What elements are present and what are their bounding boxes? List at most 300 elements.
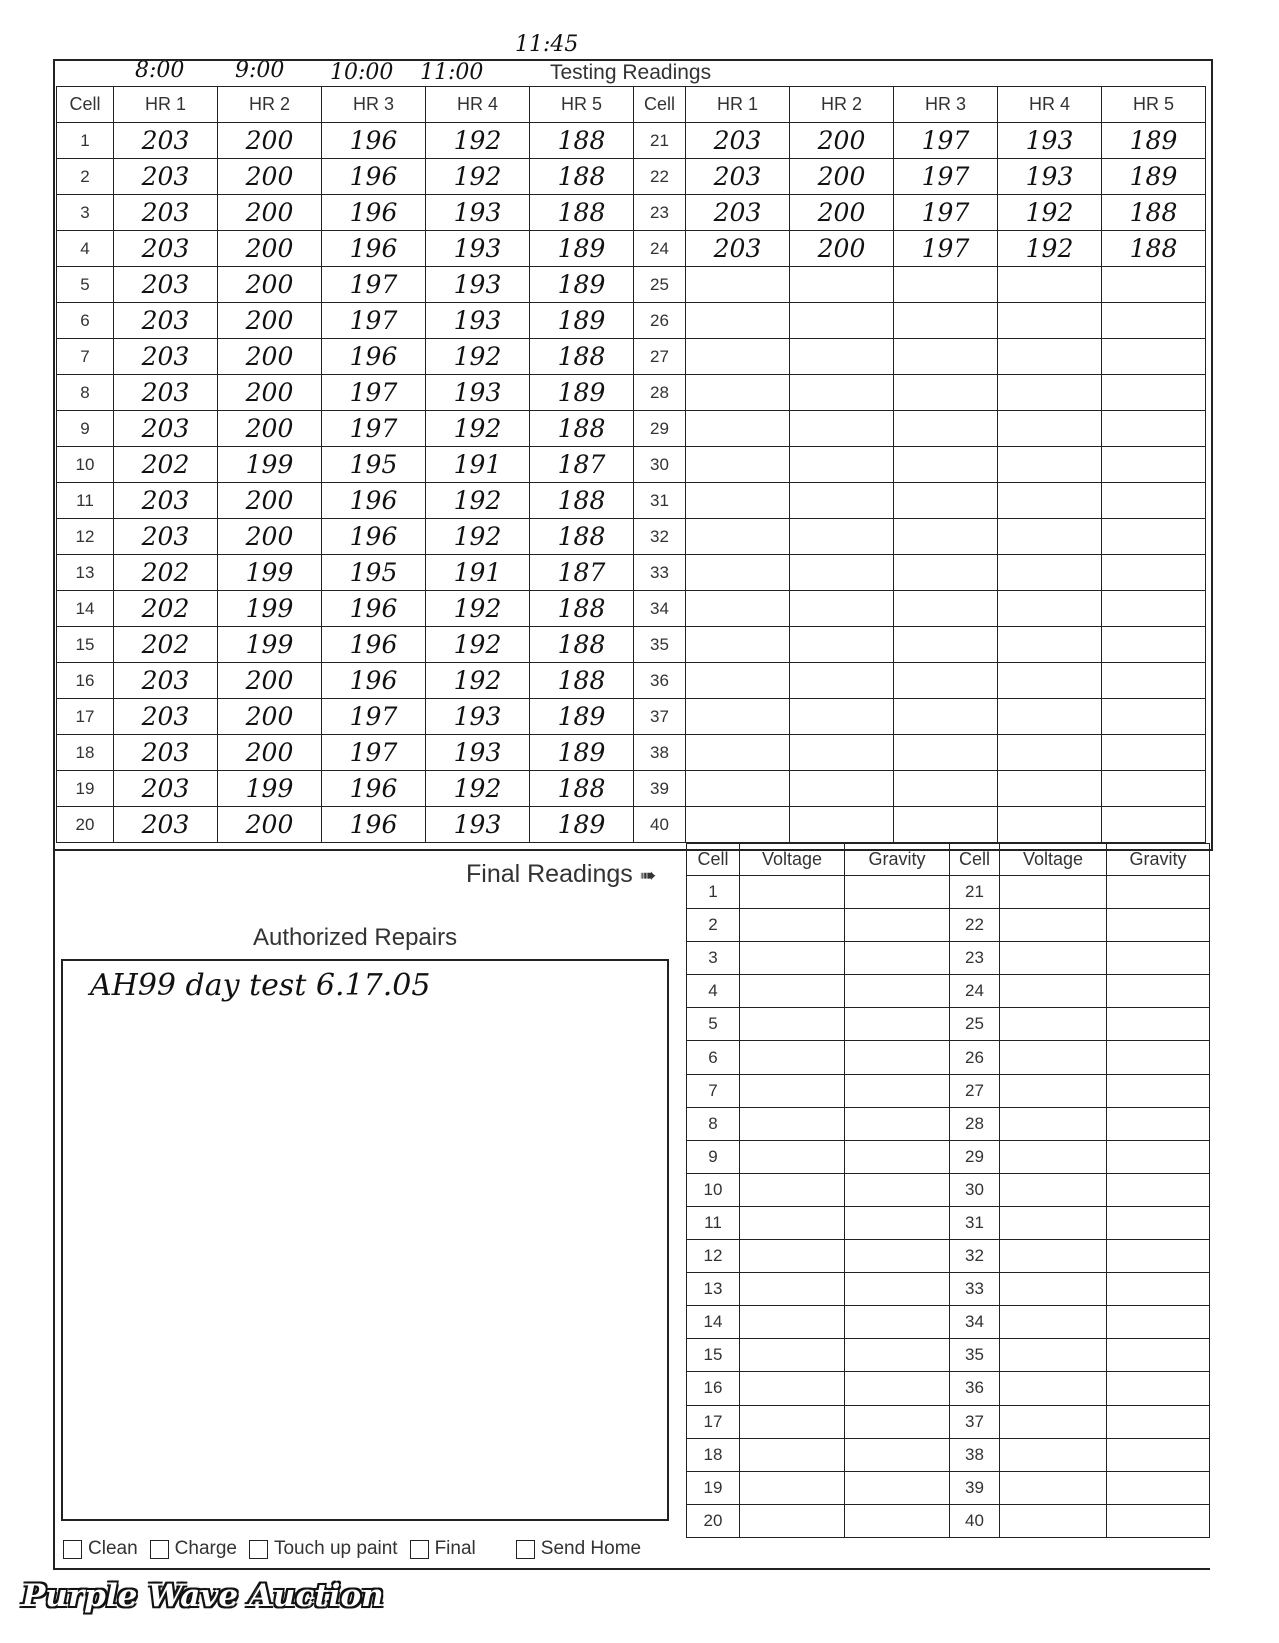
cell-number: 2 — [57, 159, 114, 195]
cell-number: 12 — [57, 519, 114, 555]
cell-number: 19 — [687, 1471, 740, 1504]
gravity-input[interactable] — [1107, 1405, 1210, 1438]
voltage-input[interactable] — [740, 1041, 845, 1074]
reading-value — [998, 483, 1102, 519]
cell-number: 15 — [687, 1339, 740, 1372]
gravity-input[interactable] — [845, 1107, 950, 1140]
cell-number: 25 — [634, 267, 686, 303]
cell-number: 27 — [634, 339, 686, 375]
reading-value: 200 — [218, 123, 322, 159]
col-header-cell: Cell — [634, 87, 686, 123]
table-row — [687, 1206, 1210, 1239]
reading-value: 195 — [322, 447, 426, 483]
reading-value: 188 — [530, 339, 634, 375]
reading-value: 188 — [530, 663, 634, 699]
cell-number: 18 — [57, 735, 114, 771]
reading-value — [998, 447, 1102, 483]
gravity-input[interactable] — [845, 1438, 950, 1471]
reading-value: 203 — [114, 663, 218, 699]
reading-value: 203 — [114, 303, 218, 339]
voltage-input[interactable] — [740, 1372, 845, 1405]
voltage-input[interactable] — [740, 1240, 845, 1273]
clean-checkbox[interactable] — [63, 1538, 138, 1560]
reading-value: 193 — [426, 303, 530, 339]
reading-value: 200 — [218, 231, 322, 267]
reading-value — [998, 375, 1102, 411]
gravity-input[interactable] — [845, 1008, 950, 1041]
table-row — [687, 942, 1210, 975]
reading-value — [894, 483, 998, 519]
reading-value: 193 — [426, 375, 530, 411]
cell-number: 13 — [57, 555, 114, 591]
reading-value: 193 — [998, 123, 1102, 159]
cell-number: 6 — [687, 1041, 740, 1074]
reading-value: 189 — [530, 231, 634, 267]
reading-value — [998, 735, 1102, 771]
send-home-checkbox[interactable] — [516, 1538, 641, 1560]
gravity-input[interactable] — [845, 1306, 950, 1339]
gravity-input[interactable] — [1107, 1471, 1210, 1504]
gravity-input[interactable] — [845, 1471, 950, 1504]
gravity-input[interactable] — [845, 909, 950, 942]
reading-value: 188 — [1102, 231, 1206, 267]
reading-value — [686, 519, 790, 555]
reading-value — [1102, 663, 1206, 699]
reading-value — [998, 339, 1102, 375]
cell-number: 37 — [950, 1405, 1000, 1438]
reading-value — [686, 627, 790, 663]
col-header-hr1: HR 1 — [686, 87, 790, 123]
cell-number: 31 — [950, 1206, 1000, 1239]
voltage-input[interactable] — [1000, 1339, 1107, 1372]
reading-value — [686, 591, 790, 627]
table-row — [687, 1074, 1210, 1107]
reading-value: 187 — [530, 447, 634, 483]
voltage-input[interactable] — [740, 1438, 845, 1471]
cell-number: 3 — [687, 942, 740, 975]
voltage-input[interactable] — [1000, 1206, 1107, 1239]
reading-value — [790, 807, 894, 843]
cell-number: 7 — [57, 339, 114, 375]
reading-value — [686, 375, 790, 411]
gravity-input[interactable] — [845, 1339, 950, 1372]
voltage-input[interactable] — [740, 1008, 845, 1041]
reading-value: 200 — [218, 411, 322, 447]
reading-value: 203 — [686, 159, 790, 195]
voltage-input[interactable] — [740, 942, 845, 975]
reading-value — [998, 807, 1102, 843]
cell-number: 20 — [687, 1504, 740, 1537]
table-row — [57, 411, 1206, 447]
reading-value: 203 — [114, 699, 218, 735]
reading-value — [790, 591, 894, 627]
cell-number: 38 — [950, 1438, 1000, 1471]
gravity-input[interactable] — [845, 1273, 950, 1306]
gravity-input[interactable] — [1107, 909, 1210, 942]
reading-value: 203 — [114, 735, 218, 771]
reading-value: 197 — [322, 267, 426, 303]
reading-value: 188 — [530, 159, 634, 195]
gravity-input[interactable] — [1107, 1107, 1210, 1140]
reading-value — [790, 483, 894, 519]
reading-value — [894, 735, 998, 771]
reading-value: 189 — [530, 807, 634, 843]
gravity-input[interactable] — [845, 1206, 950, 1239]
cell-number: 4 — [687, 975, 740, 1008]
table-row — [57, 519, 1206, 555]
reading-value: 202 — [114, 591, 218, 627]
gravity-input[interactable] — [1107, 876, 1210, 909]
reading-value: 197 — [894, 159, 998, 195]
testing-readings-table — [56, 86, 1206, 843]
cell-number: 21 — [634, 123, 686, 159]
reading-value — [894, 411, 998, 447]
reading-value: 197 — [322, 735, 426, 771]
reading-value: 189 — [530, 735, 634, 771]
checkbox-label: Clean — [88, 1538, 138, 1559]
cell-number: 19 — [57, 771, 114, 807]
reading-value: 196 — [322, 339, 426, 375]
cell-number: 24 — [634, 231, 686, 267]
voltage-input[interactable] — [1000, 1438, 1107, 1471]
table-row — [687, 1041, 1210, 1074]
cell-number: 30 — [950, 1173, 1000, 1206]
voltage-input[interactable] — [1000, 975, 1107, 1008]
table-row — [57, 123, 1206, 159]
reading-value — [790, 627, 894, 663]
reading-value: 189 — [1102, 159, 1206, 195]
reading-value: 200 — [790, 159, 894, 195]
gravity-input[interactable] — [1107, 1240, 1210, 1273]
gravity-input[interactable] — [1107, 1074, 1210, 1107]
gravity-input[interactable] — [1107, 1173, 1210, 1206]
authorized-repairs-label: Authorized Repairs — [253, 924, 458, 951]
reading-value: 193 — [426, 735, 530, 771]
testing-readings-title: Testing Readings — [550, 61, 712, 84]
charge-checkbox[interactable] — [150, 1538, 237, 1560]
reading-value: 199 — [218, 555, 322, 591]
gravity-input[interactable] — [845, 1372, 950, 1405]
table-row — [57, 195, 1206, 231]
table-row — [687, 1008, 1210, 1041]
reading-value: 200 — [218, 375, 322, 411]
voltage-input[interactable] — [1000, 1140, 1107, 1173]
col-header-hr5: HR 5 — [1102, 87, 1206, 123]
table-row — [687, 1306, 1210, 1339]
table-row — [57, 483, 1206, 519]
gravity-input[interactable] — [1107, 1041, 1210, 1074]
reading-value — [1102, 339, 1206, 375]
gravity-input[interactable] — [1107, 1504, 1210, 1537]
reading-value: 200 — [218, 807, 322, 843]
reading-value: 196 — [322, 123, 426, 159]
reading-value: 192 — [998, 231, 1102, 267]
authorized-repairs-box — [61, 959, 669, 1521]
reading-value: 191 — [426, 447, 530, 483]
reading-value — [1102, 519, 1206, 555]
cell-number: 18 — [687, 1438, 740, 1471]
final-checkbox[interactable] — [410, 1538, 476, 1560]
final-col-gravity: Gravity — [1107, 844, 1210, 876]
table-row — [57, 699, 1206, 735]
reading-value — [686, 807, 790, 843]
cell-number: 9 — [57, 411, 114, 447]
reading-value — [790, 735, 894, 771]
checkbox-box[interactable] — [516, 1540, 535, 1559]
voltage-input[interactable] — [740, 876, 845, 909]
lower-left-frame — [53, 847, 55, 1569]
cell-number: 12 — [687, 1240, 740, 1273]
checkbox-box[interactable] — [410, 1540, 429, 1559]
testing-header-row — [57, 87, 1206, 123]
checkbox-box[interactable] — [63, 1540, 82, 1559]
reading-value: 202 — [114, 447, 218, 483]
reading-value: 188 — [530, 411, 634, 447]
reading-value: 192 — [426, 339, 530, 375]
table-row — [687, 1438, 1210, 1471]
gravity-input[interactable] — [845, 1173, 950, 1206]
voltage-input[interactable] — [740, 1504, 845, 1537]
checkbox-label: Charge — [174, 1538, 237, 1559]
voltage-input[interactable] — [1000, 942, 1107, 975]
voltage-input[interactable] — [740, 1140, 845, 1173]
table-row — [57, 339, 1206, 375]
cell-number: 1 — [687, 876, 740, 909]
reading-value: 189 — [530, 699, 634, 735]
reading-value: 200 — [218, 159, 322, 195]
gravity-input[interactable] — [1107, 1140, 1210, 1173]
voltage-input[interactable] — [1000, 1041, 1107, 1074]
reading-value: 203 — [114, 411, 218, 447]
reading-value — [1102, 591, 1206, 627]
reading-value: 189 — [530, 267, 634, 303]
reading-value: 196 — [322, 159, 426, 195]
voltage-input[interactable] — [1000, 1173, 1107, 1206]
reading-value — [894, 591, 998, 627]
voltage-input[interactable] — [1000, 1471, 1107, 1504]
reading-value: 187 — [530, 555, 634, 591]
touch-up-paint-checkbox[interactable] — [249, 1538, 398, 1560]
gravity-input[interactable] — [1107, 1339, 1210, 1372]
reading-value — [894, 771, 998, 807]
reading-value: 193 — [426, 807, 530, 843]
gravity-input[interactable] — [1107, 975, 1210, 1008]
cell-number: 15 — [57, 627, 114, 663]
voltage-input[interactable] — [740, 975, 845, 1008]
reading-value: 188 — [530, 195, 634, 231]
reading-value — [790, 267, 894, 303]
table-row — [687, 1273, 1210, 1306]
reading-value: 197 — [322, 303, 426, 339]
checkbox-label: Final — [434, 1538, 476, 1559]
reading-value — [686, 699, 790, 735]
gravity-input[interactable] — [1107, 1372, 1210, 1405]
table-row — [57, 159, 1206, 195]
handwritten-time-3: 10:00 — [330, 60, 394, 85]
gravity-input[interactable] — [845, 1504, 950, 1537]
gravity-input[interactable] — [1107, 942, 1210, 975]
cell-number: 39 — [950, 1471, 1000, 1504]
col-header-hr2: HR 2 — [790, 87, 894, 123]
final-col-voltage: Voltage — [740, 844, 845, 876]
table-row — [687, 975, 1210, 1008]
reading-value — [998, 411, 1102, 447]
voltage-input[interactable] — [1000, 1074, 1107, 1107]
cell-number: 7 — [687, 1074, 740, 1107]
reading-value — [686, 663, 790, 699]
table-row — [687, 1240, 1210, 1273]
voltage-input[interactable] — [740, 1173, 845, 1206]
cell-number: 11 — [57, 483, 114, 519]
gravity-input[interactable] — [845, 876, 950, 909]
reading-value — [894, 807, 998, 843]
reading-value — [894, 447, 998, 483]
voltage-input[interactable] — [740, 909, 845, 942]
reading-value: 196 — [322, 627, 426, 663]
voltage-input[interactable] — [740, 1405, 845, 1438]
voltage-input[interactable] — [1000, 1107, 1107, 1140]
reading-value: 200 — [790, 231, 894, 267]
reading-value: 199 — [218, 447, 322, 483]
final-col-voltage: Voltage — [1000, 844, 1107, 876]
cell-number: 10 — [687, 1173, 740, 1206]
cell-number: 25 — [950, 1008, 1000, 1041]
reading-value: 203 — [114, 195, 218, 231]
reading-value: 202 — [114, 627, 218, 663]
cell-number: 5 — [687, 1008, 740, 1041]
cell-number: 17 — [57, 699, 114, 735]
final-readings-text: Final Readings — [466, 860, 633, 888]
cell-number: 21 — [950, 876, 1000, 909]
gravity-input[interactable] — [845, 1074, 950, 1107]
reading-value: 203 — [114, 519, 218, 555]
reading-value — [998, 663, 1102, 699]
reading-value — [686, 447, 790, 483]
gravity-input[interactable] — [1107, 1008, 1210, 1041]
voltage-input[interactable] — [1000, 1405, 1107, 1438]
cell-number: 22 — [950, 909, 1000, 942]
handwritten-time-1: 8:00 — [135, 58, 185, 83]
voltage-input[interactable] — [740, 1306, 845, 1339]
cell-number: 32 — [950, 1240, 1000, 1273]
reading-value: 196 — [322, 663, 426, 699]
gravity-input[interactable] — [845, 942, 950, 975]
cell-number: 13 — [687, 1273, 740, 1306]
reading-value: 203 — [686, 231, 790, 267]
cell-number: 2 — [687, 909, 740, 942]
reading-value — [1102, 627, 1206, 663]
voltage-input[interactable] — [740, 1471, 845, 1504]
reading-value — [1102, 411, 1206, 447]
col-header-cell: Cell — [57, 87, 114, 123]
voltage-input[interactable] — [740, 1339, 845, 1372]
col-header-hr3: HR 3 — [322, 87, 426, 123]
voltage-input[interactable] — [1000, 1306, 1107, 1339]
reading-value — [686, 339, 790, 375]
cell-number: 8 — [57, 375, 114, 411]
checkbox-box[interactable] — [249, 1540, 268, 1559]
voltage-input[interactable] — [1000, 876, 1107, 909]
voltage-input[interactable] — [1000, 1273, 1107, 1306]
cell-number: 26 — [950, 1041, 1000, 1074]
voltage-input[interactable] — [1000, 909, 1107, 942]
table-row — [57, 807, 1206, 843]
gravity-input[interactable] — [845, 1240, 950, 1273]
cell-number: 16 — [57, 663, 114, 699]
gravity-input[interactable] — [1107, 1438, 1210, 1471]
reading-value: 197 — [894, 123, 998, 159]
col-header-hr4: HR 4 — [426, 87, 530, 123]
cell-number: 4 — [57, 231, 114, 267]
voltage-input[interactable] — [1000, 1240, 1107, 1273]
cell-number: 37 — [634, 699, 686, 735]
cell-number: 27 — [950, 1074, 1000, 1107]
reading-value: 203 — [114, 267, 218, 303]
cell-number: 24 — [950, 975, 1000, 1008]
cell-number: 26 — [634, 303, 686, 339]
reading-value — [1102, 267, 1206, 303]
final-col-cell: Cell — [950, 844, 1000, 876]
cell-number: 36 — [634, 663, 686, 699]
reading-value — [686, 483, 790, 519]
reading-value: 202 — [114, 555, 218, 591]
gravity-input[interactable] — [1107, 1306, 1210, 1339]
voltage-input[interactable] — [1000, 1008, 1107, 1041]
reading-value: 200 — [218, 699, 322, 735]
cell-number: 5 — [57, 267, 114, 303]
voltage-input[interactable] — [740, 1107, 845, 1140]
reading-value: 203 — [114, 375, 218, 411]
reading-value: 191 — [426, 555, 530, 591]
cell-number: 33 — [634, 555, 686, 591]
cell-number: 20 — [57, 807, 114, 843]
cell-number: 1 — [57, 123, 114, 159]
reading-value: 193 — [426, 699, 530, 735]
voltage-input[interactable] — [1000, 1504, 1107, 1537]
gravity-input[interactable] — [845, 1140, 950, 1173]
voltage-input[interactable] — [740, 1074, 845, 1107]
reading-value: 196 — [322, 807, 426, 843]
reading-value: 197 — [322, 375, 426, 411]
voltage-input[interactable] — [740, 1206, 845, 1239]
reading-value — [1102, 555, 1206, 591]
reading-value: 188 — [530, 627, 634, 663]
reading-value — [686, 771, 790, 807]
gravity-input[interactable] — [1107, 1206, 1210, 1239]
reading-value — [894, 303, 998, 339]
cell-number: 9 — [687, 1140, 740, 1173]
reading-value — [998, 267, 1102, 303]
gravity-input[interactable] — [845, 1041, 950, 1074]
table-row — [57, 231, 1206, 267]
checkbox-box[interactable] — [150, 1540, 169, 1559]
reading-value: 192 — [426, 483, 530, 519]
reading-value: 192 — [426, 627, 530, 663]
voltage-input[interactable] — [1000, 1372, 1107, 1405]
gravity-input[interactable] — [845, 975, 950, 1008]
reading-value: 196 — [322, 483, 426, 519]
gravity-input[interactable] — [1107, 1273, 1210, 1306]
table-row — [687, 1372, 1210, 1405]
voltage-input[interactable] — [740, 1273, 845, 1306]
reading-value: 196 — [322, 519, 426, 555]
reading-value — [894, 375, 998, 411]
reading-value: 188 — [530, 123, 634, 159]
gravity-input[interactable] — [845, 1405, 950, 1438]
table-row — [57, 663, 1206, 699]
reading-value: 200 — [790, 195, 894, 231]
lower-bottom-frame — [53, 1568, 1210, 1570]
